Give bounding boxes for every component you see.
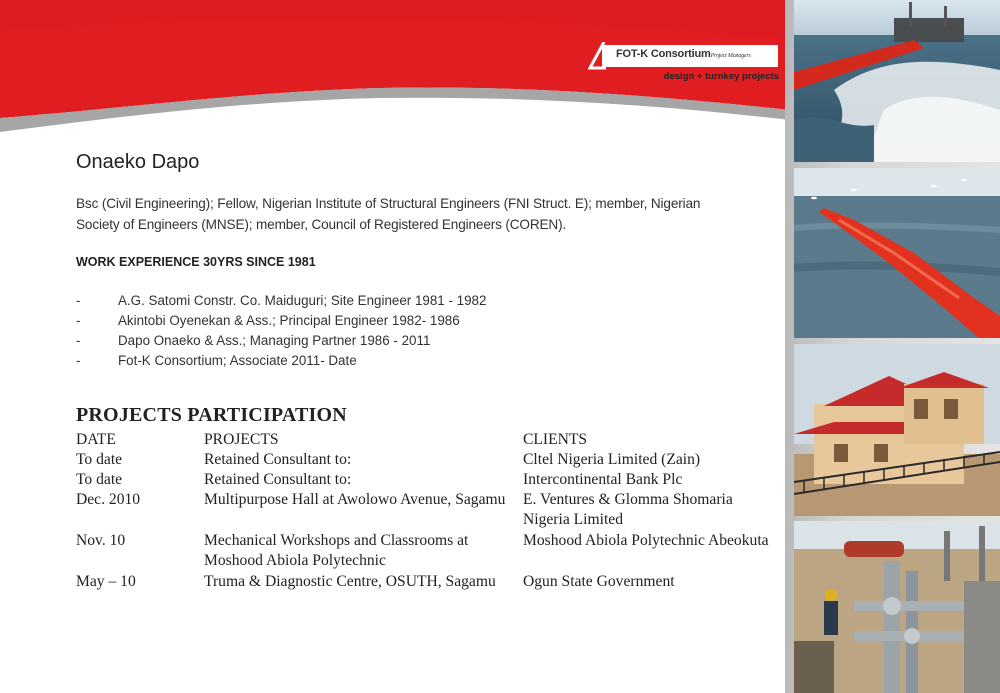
list-dash: - [76, 293, 81, 308]
table-row [76, 531, 776, 572]
person-name: Onaeko Dapo [76, 151, 200, 173]
experience-text: Dapo Onaeko & Ass.; Managing Partner 1986 - 2011 [118, 333, 431, 348]
company-logo [588, 40, 783, 88]
header-date: DATE [76, 431, 116, 448]
table-row [76, 490, 776, 531]
table-row [76, 450, 776, 470]
floating-pipeline-sea-photo [794, 168, 1000, 338]
experience-text: Fot-K Consortium; Associate 2011- Date [118, 353, 357, 368]
row-date: To date [76, 451, 123, 468]
logo-text [616, 48, 751, 60]
row-project: Mechanical Workshops and Classrooms at Moshood Abiola Polytechnic [204, 532, 469, 570]
logo-subtitle: Project Managers [710, 53, 751, 59]
row-project: Retained Consultant to: [204, 471, 352, 488]
bio [76, 193, 776, 235]
industrial-piping-site-photo [794, 521, 1000, 693]
row-project: Truma & Diagnostic Centre, OSUTH, Sagamu [204, 573, 496, 590]
offshore-pipeline-vessel-photo [794, 0, 1000, 162]
logo-name: FOT-K Consortium [616, 48, 711, 60]
table-row [76, 572, 776, 613]
row-project: Retained Consultant to: [204, 451, 352, 468]
table-header-row [76, 430, 776, 450]
experience-text: Akintobi Oyenekan & Ass.; Principal Engineer 1982- 1986 [118, 313, 460, 328]
row-date: Dec. 2010 [76, 491, 141, 508]
work-experience-heading: WORK EXPERIENCE 30YRS SINCE 1981 [76, 255, 316, 269]
list-dash: - [76, 333, 81, 348]
experience-text: A.G. Satomi Constr. Co. Maiduguri; Site Engineer 1981 - 1982 [118, 293, 487, 308]
residential-building-photo [794, 344, 1000, 516]
projects-heading: PROJECTS PARTICIPATION [76, 404, 347, 426]
table-row [76, 470, 776, 490]
bio-line: Bsc (Civil Engineering); Fellow, Nigerian Institute of Structural Engineers (FNI Struct. E); member, Nigerian [76, 196, 701, 211]
list-dash: - [76, 353, 81, 368]
row-project: Multipurpose Hall at Awolowo Avenue, Sagamu [204, 491, 506, 508]
projects-table [76, 430, 776, 613]
row-client: Cltel Nigeria Limited (Zain) [523, 451, 701, 468]
row-date: Nov. 10 [76, 532, 126, 549]
header-projects: PROJECTS [204, 431, 279, 448]
list-dash: - [76, 313, 81, 328]
logo-tagline: design + turnkey projects [663, 71, 779, 82]
bio-line: Society of Engineers (MNSE); member, Council of Registered Engineers (COREN). [76, 217, 567, 232]
logo-slash-icon [588, 42, 606, 72]
row-date: May – 10 [76, 573, 136, 590]
row-client: Moshood Abiola Polytechnic Abeokuta [523, 532, 769, 549]
row-client: E. Ventures & Glomma Shomaria Nigeria Limited [523, 491, 733, 529]
row-client: Intercontinental Bank Plc [523, 471, 683, 488]
row-client: Ogun State Government [523, 573, 675, 590]
row-date: To date [76, 471, 123, 488]
header-clients: CLIENTS [523, 431, 588, 448]
